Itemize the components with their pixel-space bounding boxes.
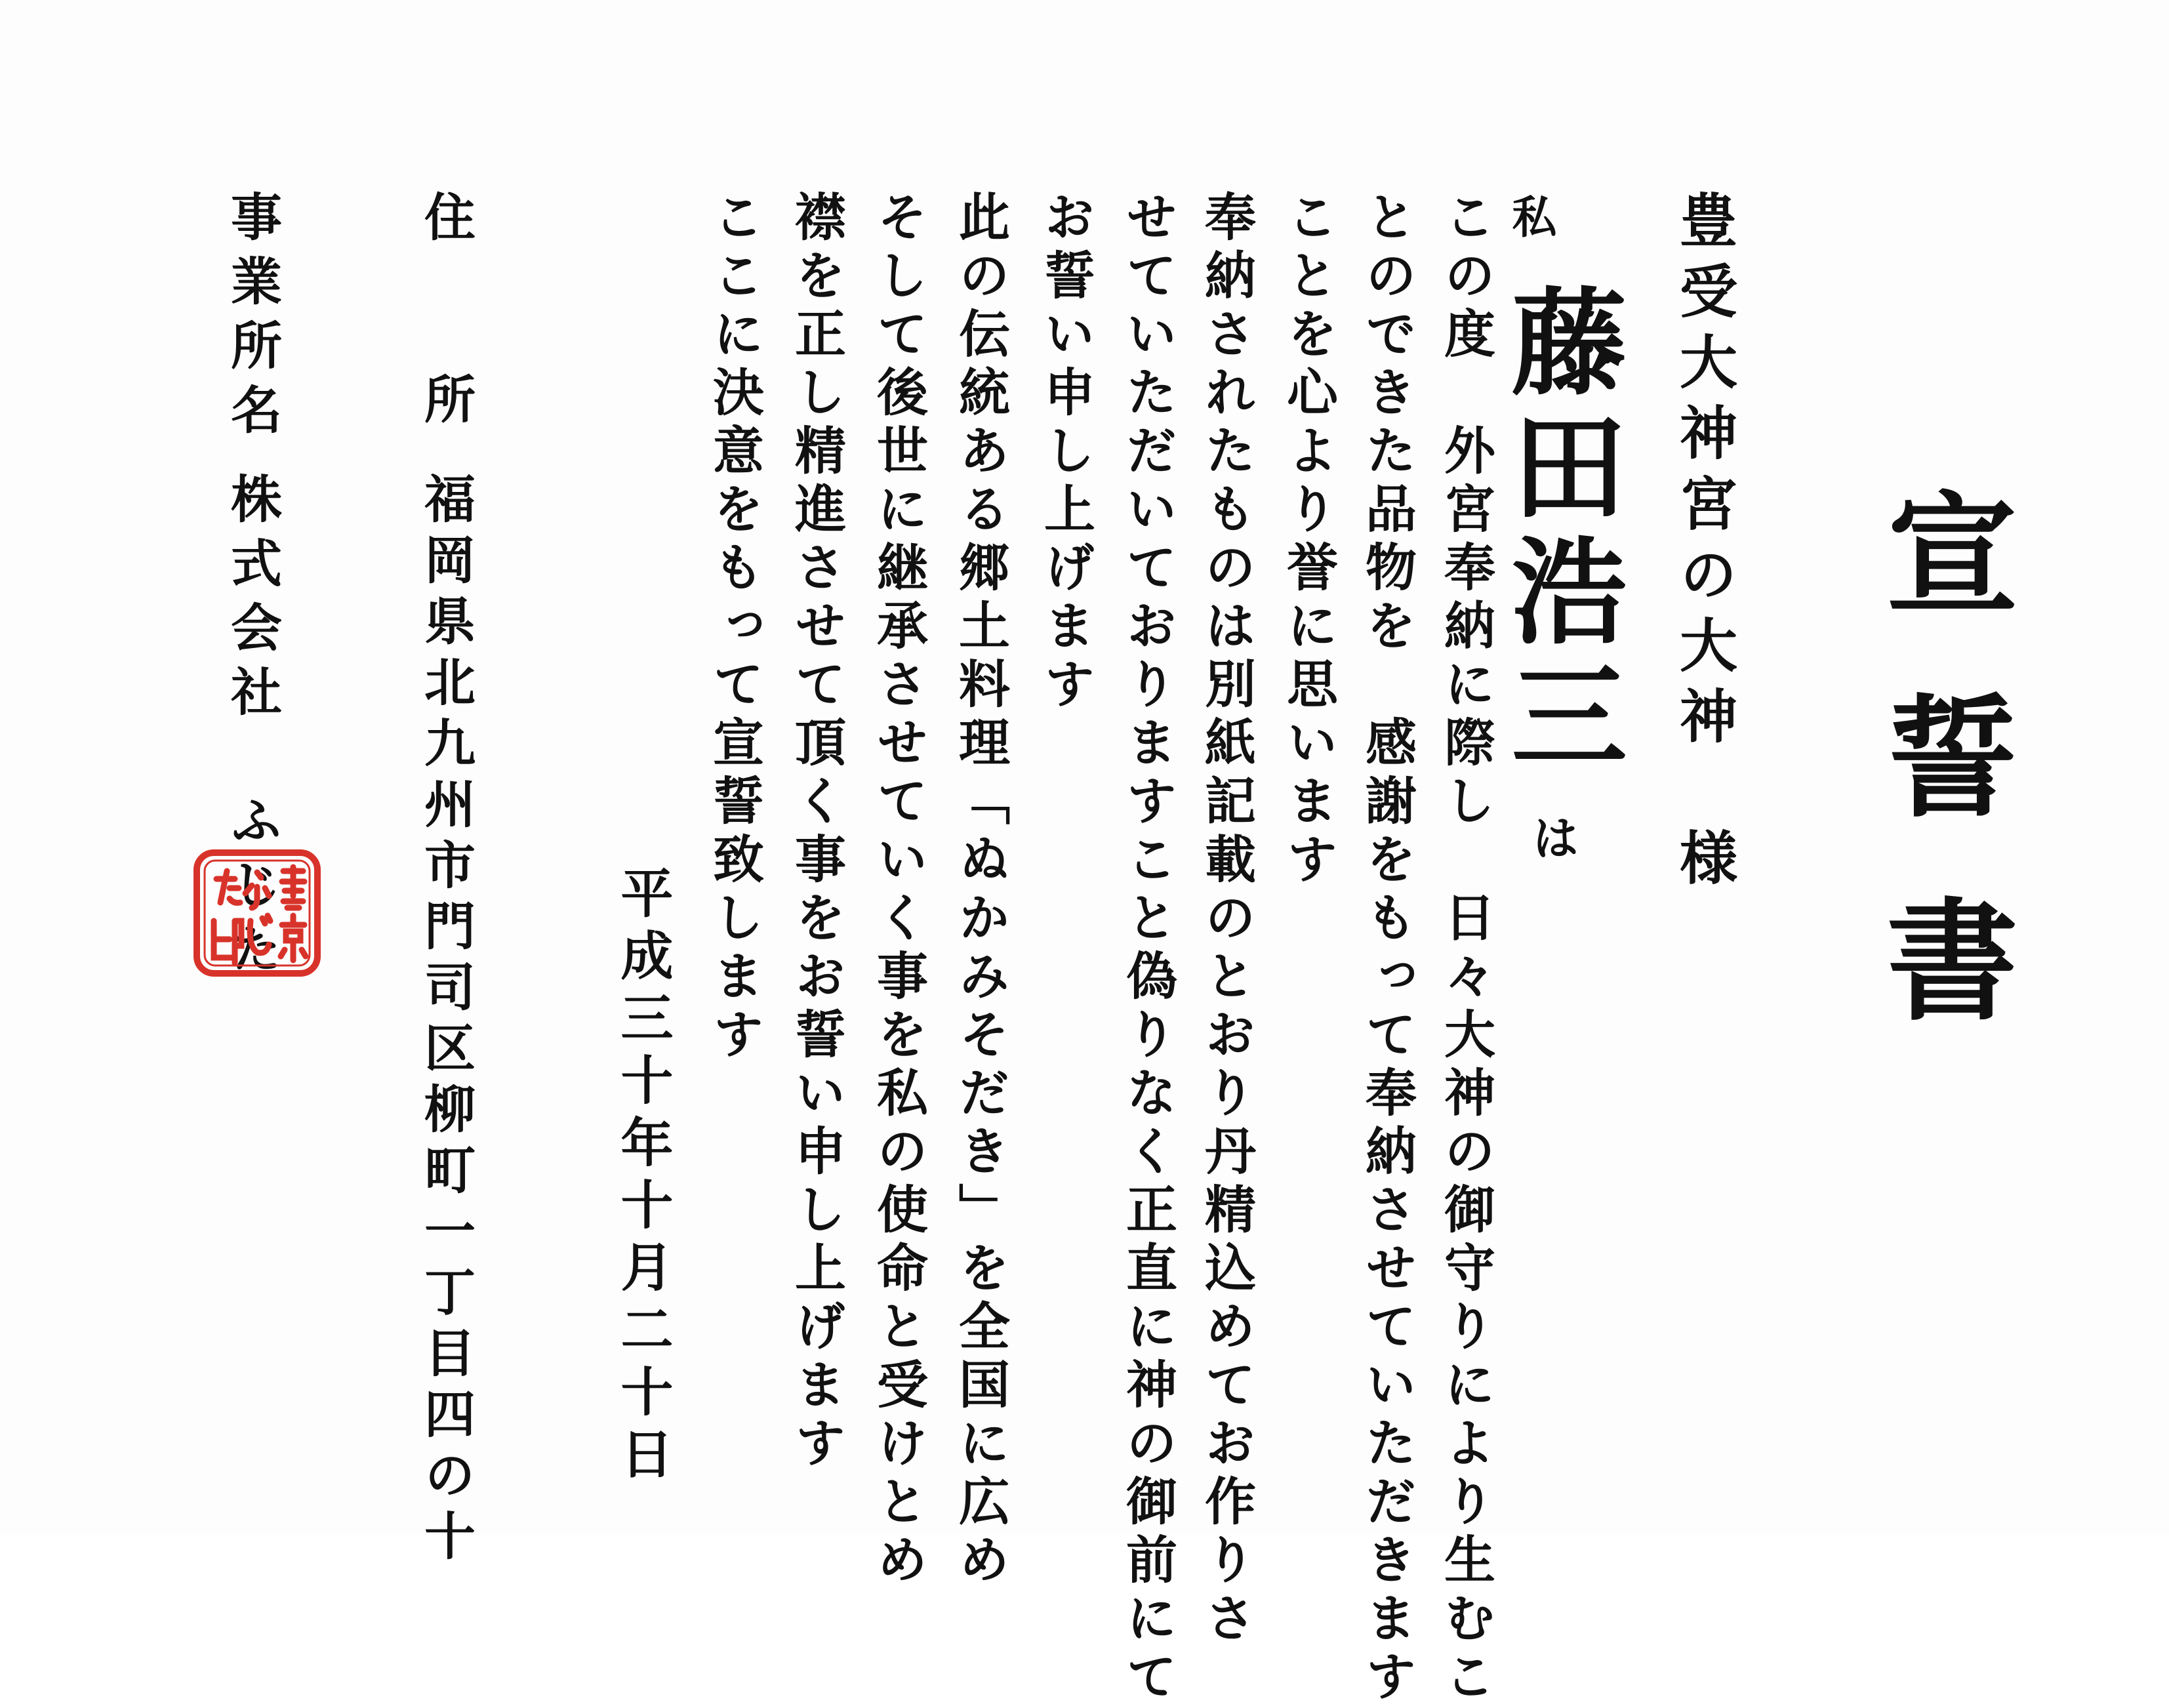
addressee: 豊受大神宮の大神 様 [1671,190,1739,899]
body-line: 此の伝統ある郷土料理「ぬかみそだき」を全国に広め [950,190,1010,1591]
declarant-name: 藤田浩三 [1492,282,1628,781]
body-line: 奉納されたものは別紙記載のとおり丹精込めてお作りさ [1196,190,1256,1650]
body-line: お誓い申し上げます [1036,190,1095,716]
office-value: 株式会社 ふじた [222,472,282,986]
document-date: 平成三十年十月二十日 [612,866,674,1489]
body-line: ここに決意をもって宣誓致します [704,190,764,1066]
address-value: 福岡県北九州市門司区柳町一丁目四の十 [416,472,476,1570]
body-line: とのできた品物を 感謝をもって奉納させていただきます [1357,190,1417,1708]
document-title: 宣誓書 [1865,485,2019,1095]
body-line: 襟を正し精進させて頂く事をお誓い申し上げます [786,190,846,1474]
declarant-particle: は [1524,813,1580,861]
company-seal-stamp [192,847,323,979]
office-label: 事業所名 [222,190,282,447]
body-line: ことを心より誉に思います [1278,190,1338,891]
body-line: せていただいておりますこと偽りなく正直に神の御前にて [1118,190,1177,1708]
declarant-pronoun: 私 [1505,193,1557,238]
body-line: この度 外宮奉納に際し 日々大神の御守りにより生むこ [1436,190,1495,1708]
body-line: そして後世に継承させていく事を私の使命と受けとめ [868,190,928,1591]
address-label: 住所 [416,190,476,555]
